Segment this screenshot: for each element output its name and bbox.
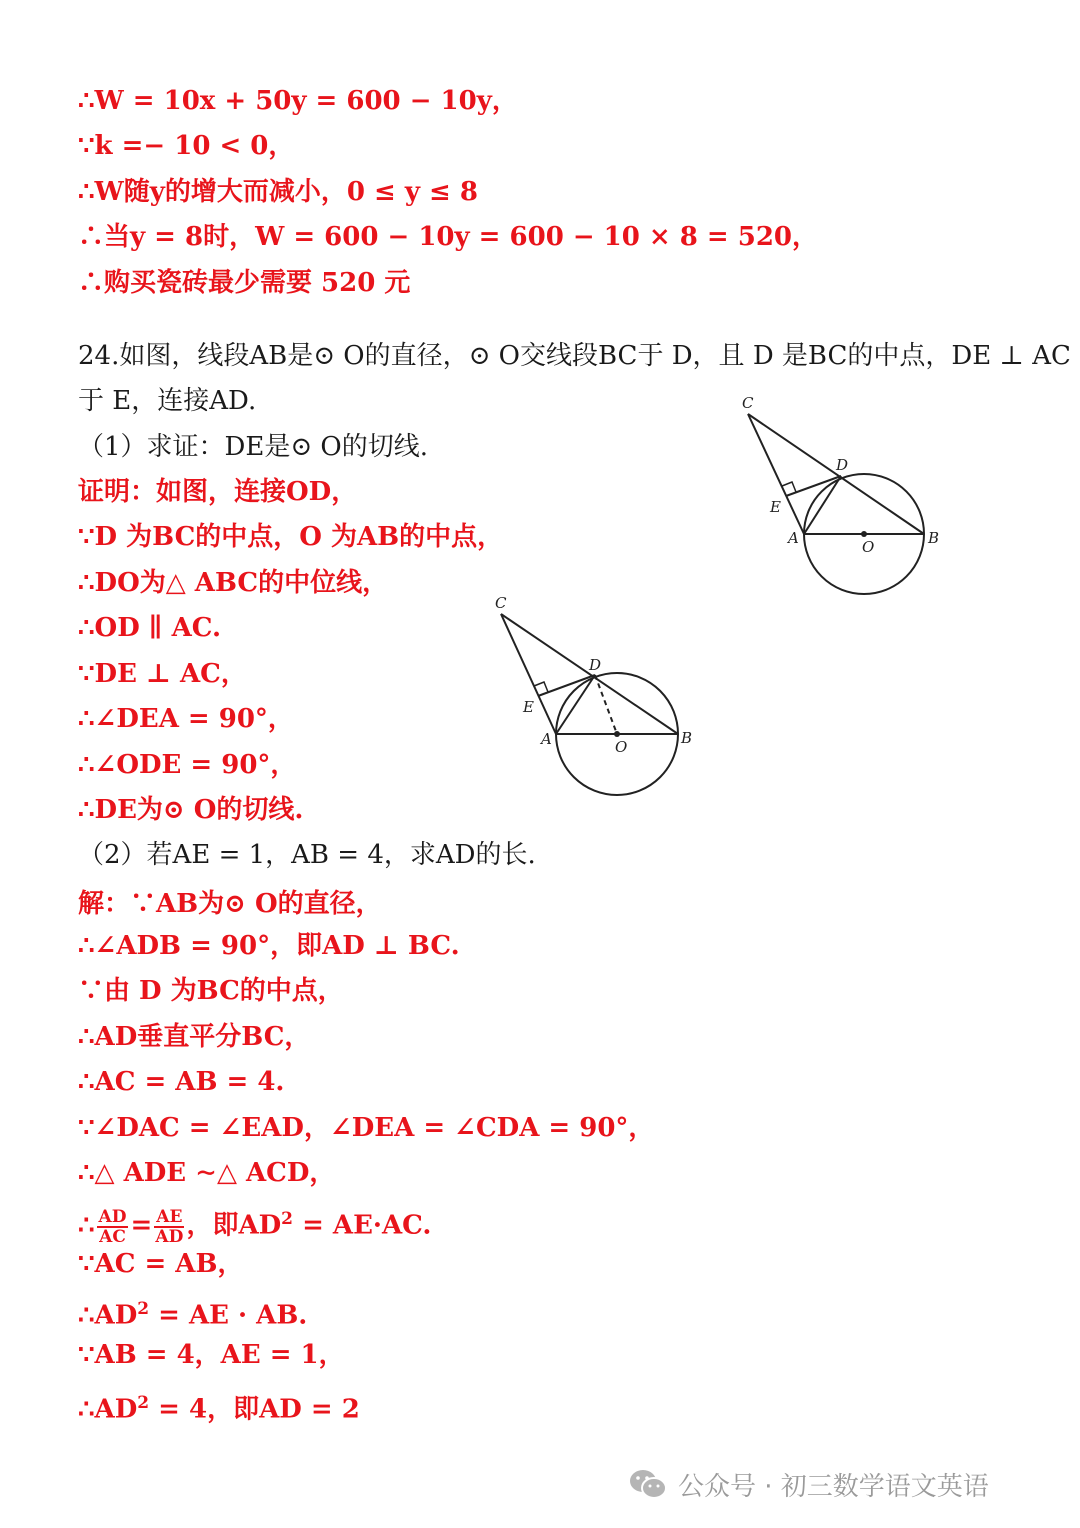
- fraction-line: [78, 1199, 431, 1246]
- question-text: 于 E，连接AD.: [78, 386, 257, 416]
- ad-squared-text: ∴AD: [78, 1394, 138, 1425]
- proof-line: 证明：如图，连接OD，: [78, 477, 358, 507]
- solution-line: ∴AD垂直平分BC，: [78, 1022, 311, 1052]
- label-e: E: [523, 698, 534, 716]
- center-point: [614, 731, 620, 737]
- fraction-line-text: ，即AD: [186, 1210, 282, 1241]
- label-c: C: [495, 594, 507, 612]
- therefore-symbol: ∴: [78, 1210, 95, 1241]
- fraction-numerator: AE: [156, 1206, 183, 1227]
- proof-line: ∴∠DEA = 90°，: [78, 704, 294, 734]
- label-o: O: [862, 538, 875, 556]
- proof-line: ∵D 为BC的中点，O 为AB的中点，: [78, 522, 504, 552]
- wechat-icon: [628, 1467, 668, 1501]
- answer-line: ∴W随y的增大而减小，0 ≤ y ≤ 8: [78, 177, 478, 207]
- proof-line: ∵DE ⊥ AC，: [78, 659, 247, 689]
- fraction-line-tail: = AE·AC.: [293, 1210, 432, 1241]
- proof-line: ∴DE为⊙ O的切线.: [78, 795, 304, 825]
- geometry-figure-proof: [485, 590, 705, 800]
- solution-line: ∵∠DAC = ∠EAD，∠DEA = ∠CDA = 90°，: [78, 1113, 655, 1143]
- fraction-numerator: AD: [98, 1206, 127, 1227]
- final-answer-tail: = 4，即AD = 2: [149, 1394, 360, 1425]
- label-d: D: [836, 456, 849, 474]
- answer-line: ∴购买瓷砖最少需要 520 元: [78, 268, 411, 298]
- watermark-text: 公众号 · 初三数学语文英语: [678, 1471, 989, 1502]
- solution-line: ∴△ ADE ∼△ ACD，: [78, 1158, 336, 1188]
- ad-squared-text: ∴AD: [78, 1300, 138, 1331]
- label-a: A: [788, 529, 799, 547]
- label-c: C: [742, 394, 754, 412]
- center-point: [861, 531, 867, 537]
- exponent: 2: [137, 1393, 150, 1413]
- solution-line: ∵AC = AB，: [78, 1249, 244, 1279]
- solution-line: 解：∵AB为⊙ O的直径，: [78, 889, 382, 919]
- segment-de: [538, 675, 595, 696]
- label-b: B: [681, 729, 693, 747]
- exponent: 2: [137, 1299, 150, 1319]
- ad-squared-tail: = AE · AB.: [149, 1300, 308, 1331]
- label-e: E: [770, 498, 781, 516]
- label-d: D: [589, 656, 602, 674]
- proof-line: ∴DO为△ ABC的中位线，: [78, 568, 389, 598]
- answer-line: ∴当y = 8时，W = 600 − 10y = 600 − 10 × 8 = 520，: [78, 222, 818, 252]
- label-a: A: [541, 730, 552, 748]
- proof-line: ∴OD ∥ AC.: [78, 613, 222, 643]
- segment-cb: [748, 414, 924, 534]
- watermark: [628, 1462, 989, 1506]
- proof-line: ∴∠ODE = 90°，: [78, 750, 297, 780]
- answer-line: ∵k =− 10 < 0，: [78, 131, 295, 161]
- solution-line: ∴AC = AB = 4.: [78, 1067, 285, 1097]
- solution-line: ∵由 D 为BC的中点，: [78, 976, 344, 1006]
- answer-line: ∴W = 10x + 50y = 600 − 10y，: [78, 86, 518, 116]
- fraction-denominator: AC: [99, 1226, 126, 1247]
- question-part-1: （1）求证：DE是⊙ O的切线.: [78, 432, 428, 462]
- fraction: [97, 1208, 129, 1246]
- equals-sign: =: [130, 1210, 153, 1241]
- segment-od-dashed: [595, 675, 617, 734]
- question-text: 24.如图，线段AB是⊙ O的直径，⊙ O交线段BC于 D，且 D 是BC的中点，DE ⊥ AC: [78, 341, 1071, 371]
- fraction: [154, 1208, 184, 1246]
- solution-line: [78, 1292, 307, 1333]
- exponent: 2: [281, 1209, 294, 1229]
- label-b: B: [928, 529, 940, 547]
- question-part-2: （2）若AE = 1，AB = 4，求AD的长.: [78, 840, 536, 870]
- final-answer-line: [78, 1386, 360, 1427]
- solution-line: ∵AB = 4，AE = 1，: [78, 1340, 345, 1370]
- geometry-figure-original: [730, 388, 980, 603]
- segment-ad: [556, 675, 595, 734]
- fraction-denominator: AD: [155, 1226, 184, 1247]
- solution-line: ∴∠ADB = 90°，即AD ⊥ BC.: [78, 931, 460, 961]
- segment-ad: [804, 476, 841, 534]
- label-o: O: [615, 738, 628, 756]
